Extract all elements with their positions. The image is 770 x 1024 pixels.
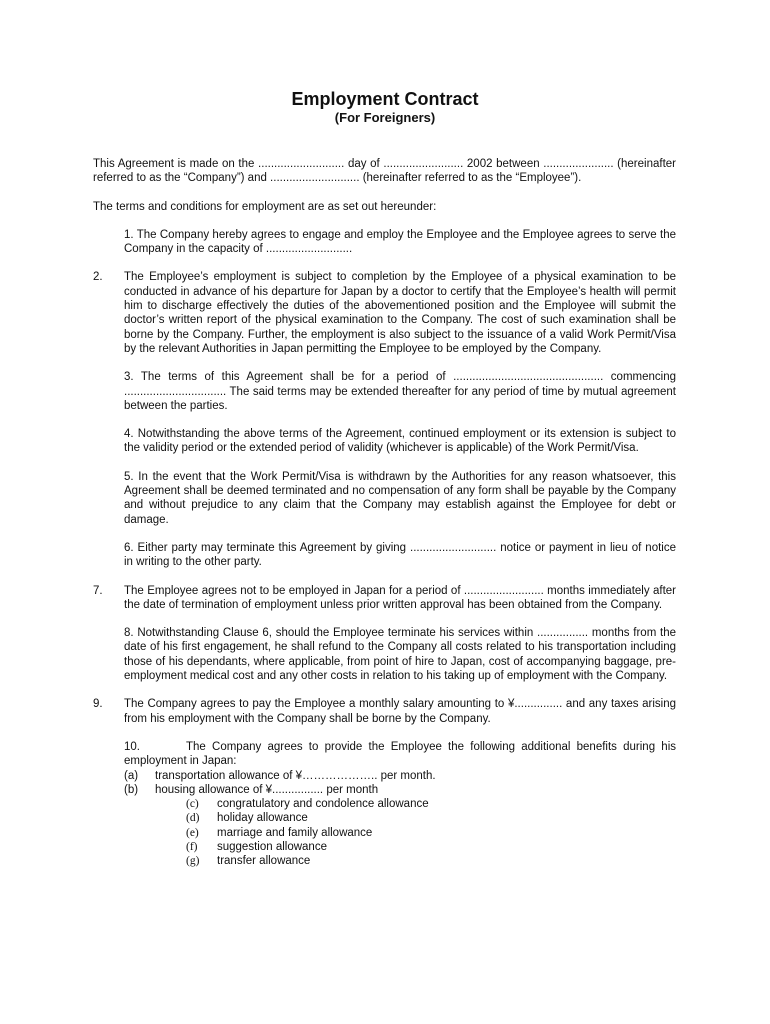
clause-10-body: The Company agrees to provide the Employee the following additional benefits during his employment in Japan:	[124, 740, 676, 768]
clause-7	[93, 584, 676, 613]
clause-10-text	[124, 740, 676, 769]
allowance-item	[124, 840, 676, 854]
allowance-text: suggestion allowance	[217, 840, 327, 853]
clause-8: 8. Notwithstanding Clause 6, should the Employee terminate his services within ................ months from the date of his first engagement, he shall refund to the Company all costs related to his transportation including those of his dependants, where applicable, from point of hire to Japan, cost of accompanying baggage, pre-employment medical cost and any other costs in relation to his taking up of employment with the Company.	[124, 627, 676, 683]
clause-1: 1. The Company hereby agrees to engage and employ the Employee and the Employee agrees to serve the Company in the capacity of ...........................	[124, 228, 676, 256]
clause-2-number: 2.	[93, 271, 103, 284]
allowance-text: congratulatory and condolence allowance	[217, 798, 429, 811]
terms-line: The terms and conditions for employment are as set out hereunder:	[93, 200, 437, 213]
allowance-label: (d)	[186, 812, 200, 825]
clause-2-text: The Employee’s employment is subject to completion by the Employee of a physical examination to be conducted in advance of his departure for Japan by a doctor to certify that the Employee’s health will permit him to discharge effectively the duties of the abovementioned position and the Employee will submit the doctor’s written report of the physical examination to the Company. The cost of such examination shall be borne by the Company. Further, the employment is also subject to the issuance of a valid Work Permit/Visa by the relevant Authorities in Japan permitting the Employee to be employed by the Company.	[124, 271, 676, 355]
allowance-text: holiday allowance	[217, 812, 308, 825]
allowance-text: marriage and family allowance	[217, 826, 373, 839]
document-body	[93, 157, 676, 869]
allowance-label: (e)	[186, 826, 199, 839]
clause-6: 6. Either party may terminate this Agreement by giving ........................... notice or payment in lieu of notice in writing to the other party.	[124, 541, 676, 569]
clause-10	[93, 740, 676, 869]
intro-paragraph: This Agreement is made on the ........................... day of ......................... 2002 between ...................... (hereinafter referred to as the “Company”) and ............................ (hereinafter referred to as the “Employee”).	[93, 158, 676, 185]
clause-4: 4. Notwithstanding the above terms of the Agreement, continued employment or its extension is subject to the validity period or the extended period of validity (whichever is applicable) of the Work Permit/Visa.	[124, 428, 676, 455]
allowance-label: (g)	[186, 855, 200, 868]
benefit-text: housing allowance of ¥................ per month	[155, 783, 379, 796]
clause-7-number: 7.	[93, 584, 103, 597]
clause-3: 3. The terms of this Agreement shall be for a period of ............................................... commencing ................................ The said terms may be extended thereafter for any period of time by mutual agreement between the parties.	[124, 371, 676, 412]
benefit-label: (a)	[124, 769, 139, 782]
benefit-item	[124, 783, 676, 797]
document-subtitle: (For Foreigners)	[334, 110, 436, 125]
allowance-item	[124, 811, 676, 825]
allowance-label: (f)	[186, 840, 198, 853]
clause-9-number: 9.	[93, 698, 103, 711]
benefit-item	[124, 769, 676, 783]
clause-7-text: The Employee agrees not to be employed in Japan for a period of ......................... months immediately after the date of termination of employment unless prior written approval has been obtained from the Company.	[124, 584, 676, 611]
clause-10-number: 10.	[124, 740, 140, 753]
allowance-text: transfer allowance	[217, 855, 311, 868]
clause-9-text: The Company agrees to pay the Employee a monthly salary amounting to ¥............... and any taxes arising from his employment with the Company shall be borne by the Company.	[124, 698, 676, 725]
benefit-text: transportation allowance of ¥……………….. per month.	[155, 769, 436, 782]
allowance-label: (c)	[186, 798, 199, 811]
clause-2	[93, 270, 676, 356]
document-title: Employment Contract	[291, 89, 479, 109]
clause-9	[93, 697, 676, 726]
clause-5: 5. In the event that the Work Permit/Visa is withdrawn by the Authorities for any reason whatsoever, this Agreement shall be deemed terminated and no compensation of any form shall be payable by the Company and without prejudice to any claim that the Company may establish against the Employee for debt or damage.	[124, 470, 676, 526]
benefit-label: (b)	[124, 783, 139, 796]
allowance-item	[124, 826, 676, 840]
allowance-item	[124, 854, 676, 868]
allowance-item	[124, 797, 676, 811]
